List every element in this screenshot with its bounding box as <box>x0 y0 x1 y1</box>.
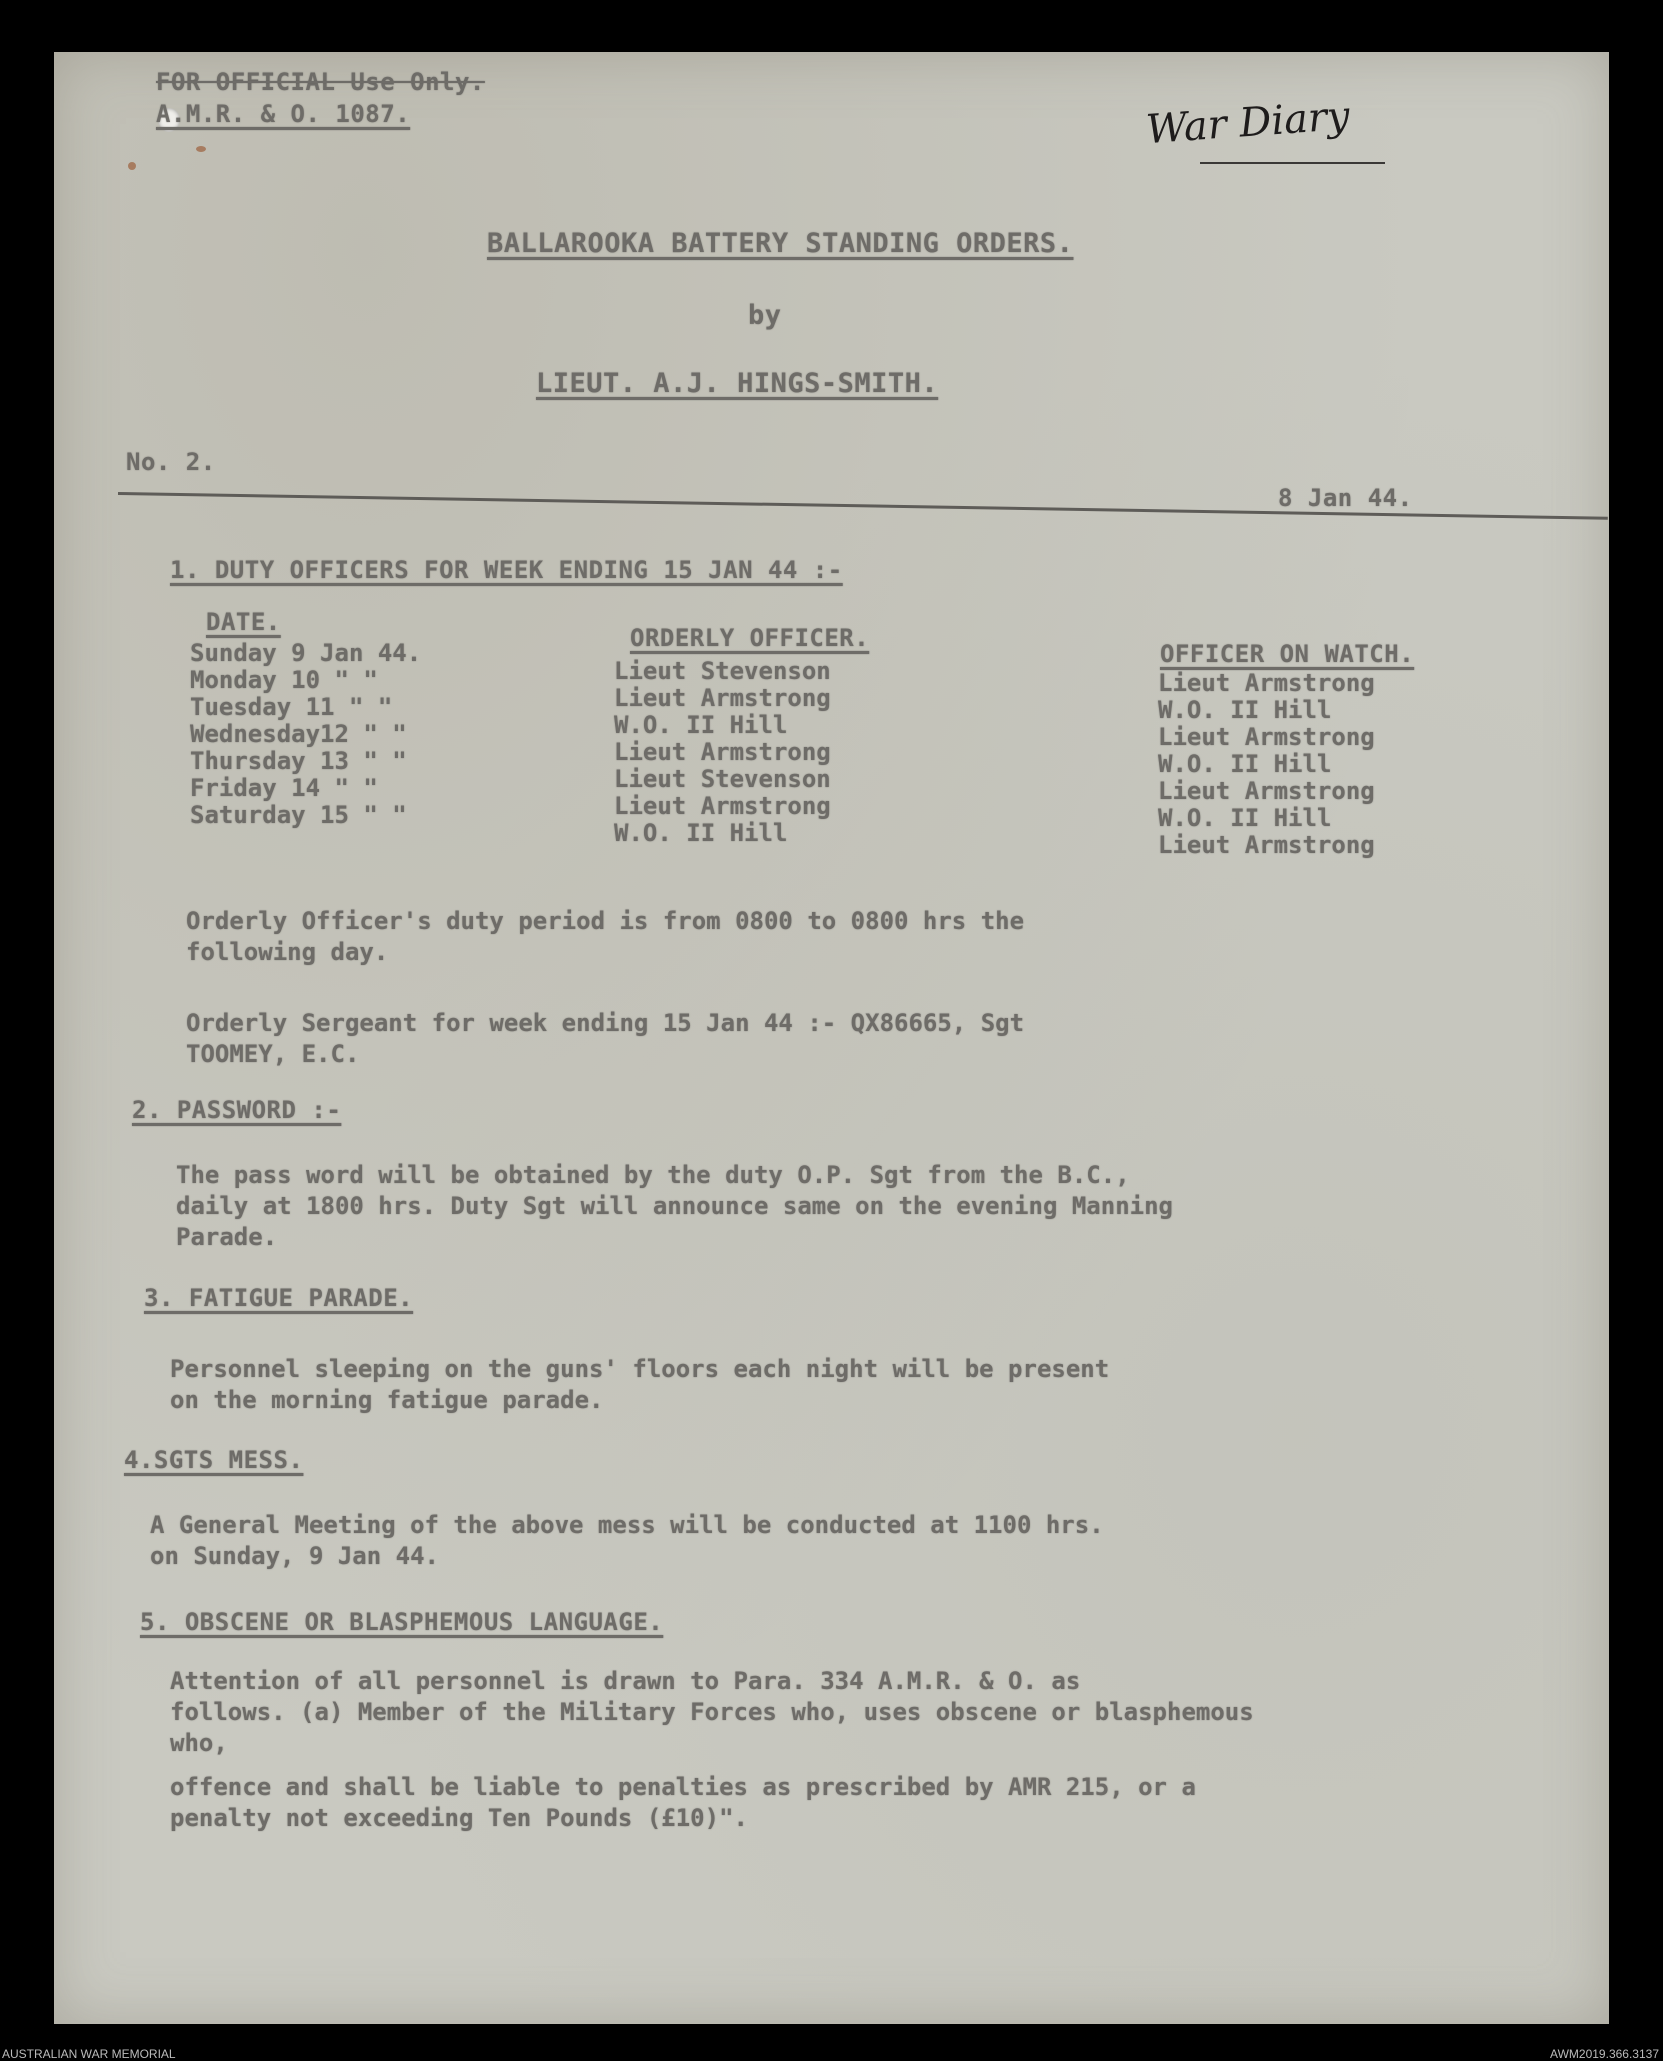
document-author: LIEUT. A.J. HINGS-SMITH. <box>536 368 939 399</box>
section-5-heading: 5. OBSCENE OR BLASPHEMOUS LANGUAGE. <box>140 1608 664 1636</box>
duty-day: Wednesday12 " " <box>190 720 407 748</box>
duty-day: Monday 10 " " <box>190 666 378 694</box>
watch-officer: Lieut Armstrong <box>1158 831 1375 859</box>
order-date: 8 Jan 44. <box>1278 484 1413 512</box>
section-3-text: Personnel sleeping on the guns' floors each night will be present on the morning fatigue parade. <box>170 1355 1110 1414</box>
security-line-1: FOR OFFICIAL Use Only. <box>156 68 485 96</box>
title-by: by <box>748 300 782 331</box>
section-5-text-2: offence and shall be liable to penalties as prescribed by AMR 215, or a penalty not exceeding Ten Pounds (£10)". <box>170 1773 1196 1832</box>
orderly-officer: W.O. II Hill <box>614 711 788 739</box>
watch-officer: W.O. II Hill <box>1158 750 1332 778</box>
orderly-officer: Lieut Armstrong <box>614 738 831 766</box>
rust-stain <box>196 146 206 152</box>
footer-accession-number: AWM2019.366.3137 <box>1550 2047 1659 2061</box>
section-1-orderly-sergeant: Orderly Sergeant for week ending 15 Jan 44 :- QX86665, Sgt TOOMEY, E.C. <box>186 1009 1025 1068</box>
watch-officer: Lieut Armstrong <box>1158 669 1375 697</box>
col-header-orderly-officer: ORDERLY OFFICER. <box>630 624 870 652</box>
duty-day: Saturday 15 " " <box>190 801 407 829</box>
watch-officer: Lieut Armstrong <box>1158 777 1375 805</box>
duty-day: Sunday 9 Jan 44. <box>190 639 422 667</box>
rust-stain <box>128 162 136 170</box>
duty-dates-column <box>190 640 421 829</box>
section-3-heading: 3. FATIGUE PARADE. <box>144 1284 414 1312</box>
handwritten-underline <box>1200 162 1385 164</box>
section-2-heading: 2. PASSWORD :- <box>132 1096 342 1124</box>
duty-day: Friday 14 " " <box>190 774 378 802</box>
orderly-officer: Lieut Armstrong <box>614 684 831 712</box>
document-title: BALLAROOKA BATTERY STANDING ORDERS. <box>487 228 1074 259</box>
duty-day: Tuesday 11 " " <box>190 693 393 721</box>
section-5-text-1: Attention of all personnel is drawn to Para. 334 A.M.R. & O. as follows. (a) Member of the Military Forces who, uses obscene or blasphemous who, <box>170 1667 1254 1757</box>
orderly-officer: Lieut Stevenson <box>614 765 831 793</box>
section-4-text: A General Meeting of the above mess will be conducted at 1100 hrs. on Sunday, 9 Jan 44. <box>150 1511 1104 1570</box>
watch-officer: W.O. II Hill <box>1158 696 1332 724</box>
orderly-officer: Lieut Stevenson <box>614 657 831 685</box>
handwritten-war-diary: War Diary <box>1144 92 1352 154</box>
security-line-2: A.M.R. & O. 1087. <box>156 100 411 128</box>
duty-day: Thursday 13 " " <box>190 747 407 775</box>
watch-officer: W.O. II Hill <box>1158 804 1332 832</box>
section-1-heading: 1. DUTY OFFICERS FOR WEEK ENDING 15 JAN 44 :- <box>170 556 843 584</box>
order-number: No. 2. <box>126 448 216 476</box>
section-2-text: The pass word will be obtained by the duty O.P. Sgt from the B.C., daily at 1800 hrs. Duty Sgt will announce same on the evening Manning Parade. <box>176 1161 1173 1251</box>
watch-officer: Lieut Armstrong <box>1158 723 1375 751</box>
orderly-officer-column <box>614 658 831 847</box>
col-header-officer-on-watch: OFFICER ON WATCH. <box>1160 640 1415 668</box>
orderly-officer: Lieut Armstrong <box>614 792 831 820</box>
section-1-orderly-period: Orderly Officer's duty period is from 0800 to 0800 hrs the following day. <box>186 907 1025 966</box>
col-header-date: DATE. <box>206 608 281 636</box>
section-4-heading: 4.SGTS MESS. <box>124 1446 304 1474</box>
officer-on-watch-column <box>1158 670 1375 859</box>
footer-credit: AUSTRALIAN WAR MEMORIAL <box>2 2047 176 2061</box>
orderly-officer: W.O. II Hill <box>614 819 788 847</box>
